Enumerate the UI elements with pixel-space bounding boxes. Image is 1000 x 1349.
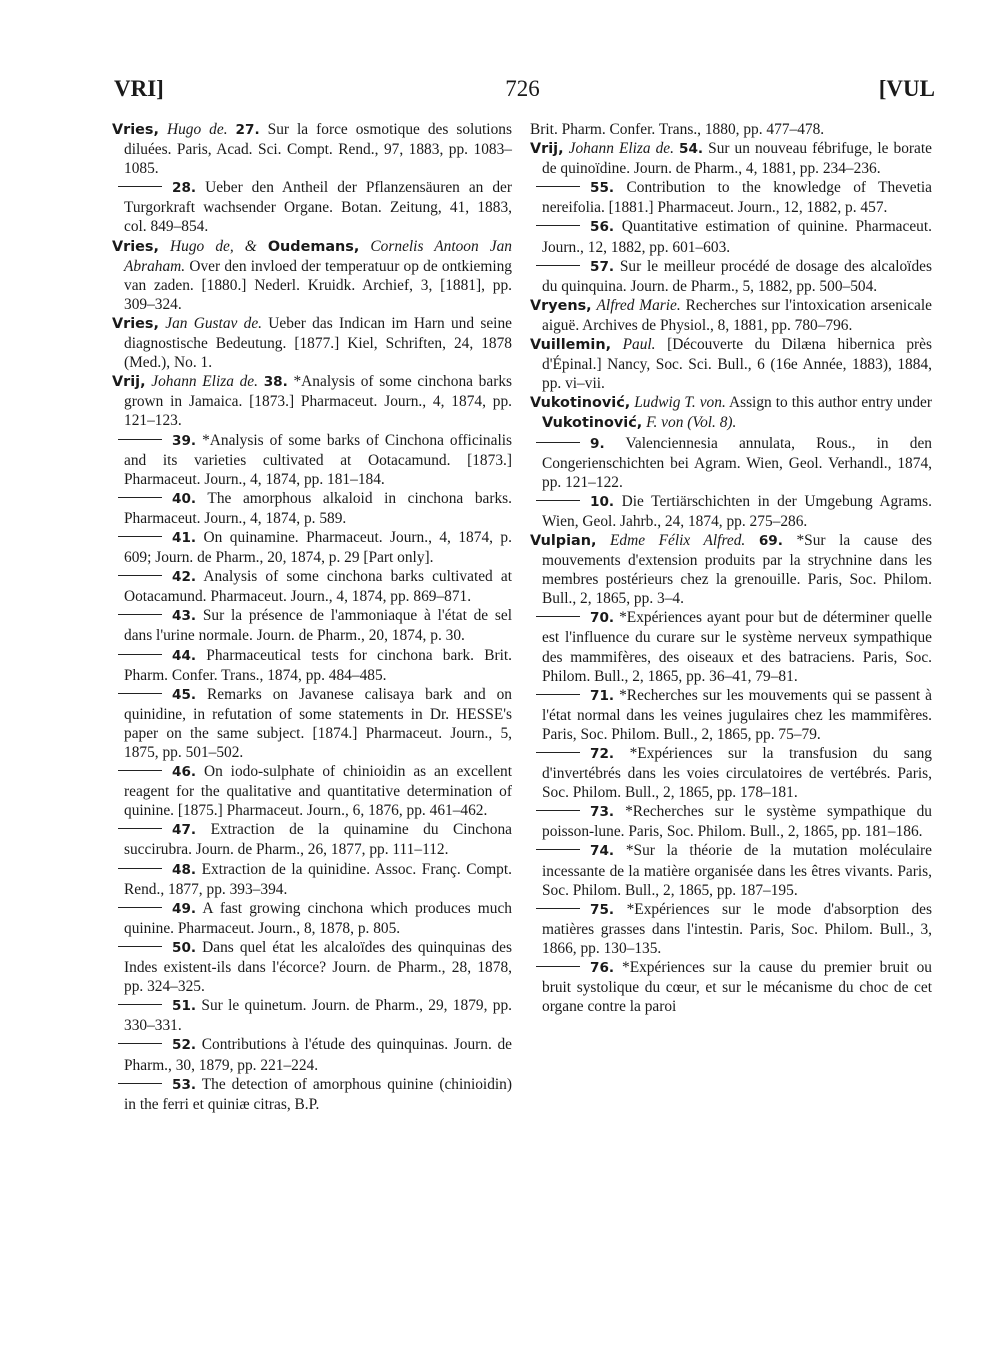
bibliography-entry [112, 314, 512, 372]
author-surname: Vries, [112, 315, 159, 332]
header-left: VRI] [114, 76, 164, 101]
referenced-given-name: F. von (Vol. 8). [646, 414, 737, 432]
entry-number: 54. [679, 141, 704, 158]
entry-number: 74. [590, 843, 615, 860]
entry-number: 51. [172, 998, 197, 1015]
author-surname: Vryens, [530, 297, 592, 314]
entry-number: 38. [263, 374, 288, 391]
running-header [0, 74, 1000, 104]
author-surname: Vries, [112, 122, 159, 138]
entry-number: 50. [172, 939, 197, 956]
entry-text: Dans quel état les alcaloïdes des quinquinas des Indes existent-ils dans l'écorce? Journ. de Pharm., 28, 1878, pp. 324–325. [124, 938, 512, 996]
ditto-dash [118, 1004, 162, 1005]
entry-text: *Expériences ayant pour but de déterminer quelle est l'influence du curare sur le système nerveux sympathique des mammifères, des oiseaux et des batraciens. Paris, Soc. Philom. Bull., 2, 1865, pp. 36–41, 79–81. [542, 609, 932, 685]
ditto-dash [536, 265, 580, 266]
bibliography-entry [112, 820, 512, 859]
entry-text: Ueber den Antheil der Pflanzensäuren an der Turgorkraft wachsender Organe. Botan. Zeitung, 41, 1883, col. 849–854. [124, 179, 512, 236]
bibliography-entry [530, 958, 932, 1016]
bibliography-entry [530, 393, 932, 433]
bibliography-entry [112, 685, 512, 762]
author-given-name: Alfred Marie. [596, 296, 681, 314]
entry-number: 9. [590, 435, 605, 452]
ditto-dash [536, 500, 580, 501]
entry-text: Sur la présence de l'ammoniaque à l'état de sel dans l'urine normale. Journ. de Pharm., 20, 1874, p. 30. [124, 607, 512, 645]
entry-number: 46. [172, 764, 197, 781]
bibliography-entry [112, 528, 512, 567]
bibliography-entry [530, 120, 932, 139]
bibliography-entry [530, 608, 932, 685]
entry-text: *Sur la cause des mouvements d'extension produits par la strychnine dans les membres postérieurs chez la grenouille. Paris, Soc. Philom. Bull., 2, 1865, pp. 3–4. [542, 531, 933, 608]
entry-number: 27. [235, 122, 260, 138]
ditto-dash [536, 694, 580, 695]
entry-text: Contribution to the knowledge of Thevetia nereifolia. [1881.] Pharmaceut. Journ., 12, 1882, p. 457. [542, 179, 932, 217]
entry-number: 56. [590, 219, 615, 236]
bibliography-entry [112, 860, 512, 899]
bibliography-entry [530, 744, 932, 802]
author-surname: Vuillemin, [530, 337, 612, 354]
entry-text: *Expériences sur la cause du premier bruit ou bruit systolique du cœur, et sur le mécanisme du choc de cet organe contre la paroi [542, 959, 932, 1016]
bibliography-entry [530, 531, 932, 608]
ditto-dash [536, 225, 580, 226]
bibliography-entry [112, 938, 512, 996]
entry-number: 43. [172, 608, 197, 625]
entry-text: Pharmaceutical tests for cinchona bark. Brit. Pharm. Confer. Trans., 1874, pp. 484–485. [124, 646, 512, 684]
ditto-dash [536, 849, 580, 850]
ditto-dash [536, 752, 580, 753]
page-number: 726 [505, 76, 540, 101]
entry-text: Sur le meilleur procédé de dosage des alcaloïdes du quinquina. Journ. de Pharm., 5, 1882, pp. 500–504. [542, 257, 932, 295]
referenced-author: Vukotinović, [542, 415, 643, 432]
bibliography-entry [530, 841, 932, 899]
entry-number: 72. [590, 746, 615, 762]
entry-text: *Recherches sur le système sympathique du poisson-lune. Paris, Soc. Philom. Bull., 2, 1865, pp. 181–186. [542, 803, 932, 841]
entry-number: 76. [590, 960, 615, 977]
ditto-dash [118, 575, 162, 576]
ditto-dash [118, 770, 162, 771]
entry-number: 40. [172, 490, 197, 507]
bibliography-entry [530, 802, 932, 841]
entry-number: 48. [172, 861, 197, 878]
ditto-dash [118, 654, 162, 655]
bibliography-entry [112, 1075, 512, 1114]
ditto-dash [118, 439, 162, 440]
entry-number: 28. [172, 180, 197, 197]
bibliography-entry [112, 489, 512, 528]
entry-number: 42. [172, 569, 197, 586]
author-given-name: Hugo de, & [170, 237, 257, 255]
entry-number: 69. [758, 532, 783, 549]
author-given-name: Jan Gustav de. [165, 314, 263, 332]
entry-text: A fast growing cinchona which produces much quinine. Pharmaceut. Journ., 8, 1878, p. 805. [124, 899, 512, 937]
entry-text: The amorphous alkaloid in cinchona barks. Pharmaceut. Journ., 4, 1874, p. 589. [124, 489, 513, 527]
ditto-dash [118, 868, 162, 869]
entry-text: Sur un nouveau fébrifuge, le borate de quinoïdine. Journ. de Pharm., 4, 1881, pp. 234–236. [542, 140, 932, 178]
entry-number: 55. [590, 180, 615, 197]
ditto-dash [536, 442, 580, 443]
entry-text: On quinamine. Pharmaceut. Journ., 4, 1874, p. 609; Journ. de Pharm., 20, 1874, p. 29 [Part only]. [124, 528, 512, 567]
left-column [112, 120, 512, 1114]
entry-text: Sur la force osmotique des solutions diluées. Paris, Acad. Sci. Compt. Rend., 97, 1883, pp. 1083–1085. [124, 121, 512, 178]
ditto-dash [118, 1043, 162, 1044]
coauthor-surname: Oudemans, [267, 238, 360, 255]
entry-number: 75. [590, 901, 615, 918]
author-surname: Vrij, [530, 141, 564, 158]
entry-text: *Recherches sur les mouvements qui se passent à l'état normal dans les veines jugulaires chez les mammifères. Paris, Soc. Philom. Bull., 2, 1865, pp. 75–79. [542, 686, 932, 743]
entry-number: 44. [172, 647, 197, 664]
entry-text: *Expériences sur la transfusion du sang d'invertébrés dans les voies circulatoires de vertébrés. Paris, Soc. Philom. Bull., 2, 1865, pp. 178–181. [542, 745, 932, 802]
ditto-dash [118, 186, 162, 187]
author-given-name: Paul. [622, 336, 656, 354]
entry-text: Extraction de la quinidine. Assoc. Franç. Compt. Rend., 1877, pp. 393–394. [124, 860, 512, 898]
bibliography-entry [530, 217, 932, 256]
bibliography-entry [112, 120, 512, 178]
ditto-dash [118, 1083, 162, 1084]
entry-text: Sur le quinetum. Journ. de Pharm., 29, 1879, pp. 330–331. [124, 997, 512, 1035]
bibliography-entry [530, 178, 932, 217]
author-surname: Vries, [112, 238, 159, 255]
bibliography-entry [530, 686, 932, 744]
author-given-name: Johann Eliza de. [568, 140, 674, 158]
entry-text: [Découverte du Dilæna hibernica près d'Épinal.] Nancy, Soc. Sci. Bull., 6 (16e Année, 1883), 1884, pp. vi–vii. [542, 336, 932, 393]
author-surname: Vrij, [112, 374, 146, 391]
author-given-name: Ludwig T. von. [634, 394, 726, 412]
entry-text: *Analysis of some barks of Cinchona officinalis and its varieties cultivated at Ootacamund. [1873.] Pharmaceut. Journ., 4, 1874, pp. 181–184. [124, 431, 512, 488]
author-given-name: Hugo de. [166, 121, 228, 138]
entry-text: Assign to this author entry under [728, 394, 933, 412]
bibliography-entry [112, 237, 512, 314]
entry-text: The detection of amorphous quinine (chinioidin) in the ferri et quiniæ citras, B.P. [124, 1075, 512, 1113]
bibliography-entry [530, 434, 932, 492]
entry-text: Extraction de la quinamine du Cinchona succirubra. Journ. de Pharm., 26, 1877, pp. 111–112. [124, 821, 512, 859]
entry-text: Valenciennesia annulata, Rous., in den Congerienschichten bei Agram. Wien, Geol. Verhandl., 1874, pp. 121–122. [542, 434, 932, 491]
entry-text: *Expériences sur le mode d'absorption des matières grasses dans l'intestin. Paris, Soc. Philom. Bull., 3, 1866, pp. 130–135. [542, 900, 932, 957]
ditto-dash [118, 946, 162, 947]
entry-text: Quantitative estimation of quinine. Pharmaceut. Journ., 12, 1882, pp. 601–603. [542, 218, 932, 256]
entry-number: 57. [590, 258, 615, 275]
entry-number: 41. [172, 529, 197, 546]
entry-number: 52. [172, 1037, 197, 1054]
bibliography-entry [530, 492, 932, 531]
bibliography-entry [112, 431, 512, 489]
ditto-dash [118, 828, 162, 829]
entry-number: 49. [172, 900, 197, 917]
bibliography-entry [530, 335, 932, 393]
bibliography-entry [112, 372, 512, 430]
bibliography-entry [530, 900, 932, 958]
entry-number: 39. [172, 432, 197, 449]
ditto-dash [536, 186, 580, 187]
entry-text: Analysis of some cinchona barks cultivated at Ootacamund. Pharmaceut. Journ., 4, 1874, pp. 869–871. [124, 568, 512, 606]
entry-text: Contributions à l'étude des quinquinas. Journ. de Pharm., 30, 1879, pp. 221–224. [124, 1036, 512, 1074]
entry-text: Recherches sur l'intoxication arsenicale aiguë. Archives de Physiol., 8, 1881, pp. 780–796. [542, 296, 932, 334]
entry-text: Die Tertiärschichten in der Umgebung Agrams. Wien, Geol. Jahrb., 24, 1874, pp. 275–286. [542, 492, 932, 530]
entry-text: Brit. Pharm. Confer. Trans., 1880, pp. 477–478. [530, 121, 825, 138]
author-surname: Vulpian, [530, 532, 597, 549]
entry-number: 47. [172, 822, 197, 839]
entry-number: 70. [590, 610, 615, 627]
ditto-dash [118, 614, 162, 615]
ditto-dash [536, 810, 580, 811]
entry-text: *Analysis of some cinchona barks grown in Jamaica. [1873.] Pharmaceut. Journ., 4, 1874, pp. 121–123. [124, 373, 513, 430]
ditto-dash [118, 907, 162, 908]
entry-text: Ueber das Indican im Harn und seine diagnostische Bedeutung. [1877.] Kiel, Schriften, 24, 1878 (Med.), No. 1. [124, 314, 512, 372]
bibliography-entry [112, 996, 512, 1035]
bibliography-entry [112, 606, 512, 645]
author-given-name: Johann Eliza de. [151, 373, 258, 391]
bibliography-entry [112, 567, 512, 606]
ditto-dash [118, 693, 162, 694]
author-given-name: Edme Félix Alfred. [610, 531, 746, 549]
ditto-dash [536, 908, 580, 909]
ditto-dash [118, 536, 162, 537]
bibliography-entry [112, 646, 512, 685]
entry-number: 53. [172, 1076, 197, 1093]
bibliography-entry [112, 899, 512, 938]
right-column [530, 120, 932, 1016]
entry-number: 71. [590, 687, 615, 704]
bibliography-entry [112, 178, 512, 236]
bibliography-entry [530, 296, 932, 335]
bibliography-entry [530, 257, 932, 296]
author-surname: Vukotinović, [530, 395, 631, 412]
entry-number: 73. [590, 804, 615, 821]
coauthor-given-name: Cornelis Antoon Jan Abraham. [124, 237, 512, 275]
entry-text: On iodo-sulphate of chinioidin as an excellent reagent for the qualitative and quantitative determination of quinine. [1875.] Pharmaceut. Journ., 6, 1876, pp. 461–462. [124, 763, 512, 820]
entry-text: *Sur la théorie de la mutation moléculaire incessante de la matière organisée dans les êtres vivants. Paris, Soc. Philom. Bull., 2, 1865, pp. 187–195. [542, 842, 932, 899]
entry-text: Over den invloed der temperatuur op de ontkieming van zaden. [1880.] Nederl. Kruidk. Archief, 3, [1881], pp. 309–324. [124, 257, 512, 313]
ditto-dash [536, 616, 580, 617]
entry-number: 10. [590, 493, 615, 510]
entry-number: 45. [172, 686, 197, 703]
ditto-dash [118, 497, 162, 498]
bibliography-entry [112, 1035, 512, 1074]
header-right: [VUL [878, 76, 935, 101]
ditto-dash [536, 966, 580, 967]
entry-text: Remarks on Javanese calisaya bark and on quinidine, in refutation of some statements in Dr. HESSE's paper on the same subject. [1874.] Pharmaceut. Journ., 5, 1875, pp. 501–502. [124, 685, 512, 761]
bibliography-entry [530, 139, 932, 178]
bibliography-entry [112, 762, 512, 820]
